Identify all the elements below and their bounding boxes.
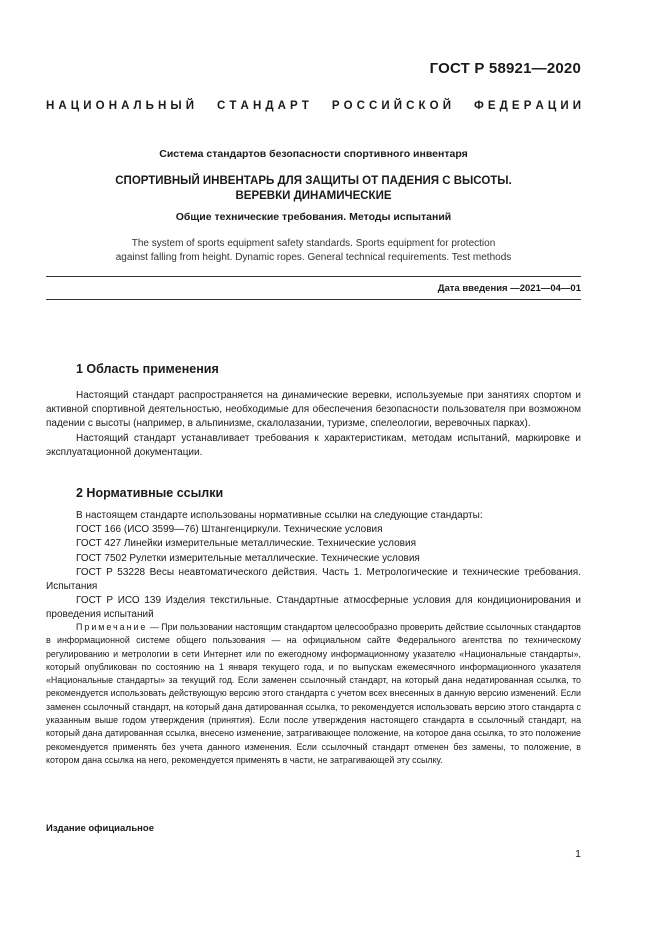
bottom-divider bbox=[46, 299, 581, 300]
page-number: 1 bbox=[575, 848, 581, 860]
document-title-line1: СПОРТИВНЫЙ ИНВЕНТАРЬ ДЛЯ ЗАЩИТЫ ОТ ПАДЕНИЯ С ВЫСОТЫ. bbox=[115, 175, 512, 187]
top-divider bbox=[46, 276, 581, 277]
document-title bbox=[46, 174, 581, 204]
section1-body bbox=[46, 389, 581, 460]
section2-heading: 2 Нормативные ссылки bbox=[76, 486, 224, 500]
references-intro: В настоящем стандарте использованы нормативные ссылки на следующие стандарты: bbox=[76, 510, 483, 521]
reference-item: ГОСТ Р 53228 Весы неавтоматического действия. Часть 1. Метрологические и технические требования. Испытания bbox=[46, 566, 581, 593]
english-title-line1: The system of sports equipment safety standards. Sports equipment for protection bbox=[131, 238, 496, 249]
note-label: Примечание bbox=[76, 622, 148, 632]
english-title-line2: against falling from height. Dynamic ropes. General technical requirements. Test methods bbox=[115, 252, 512, 263]
normative-references bbox=[46, 509, 581, 623]
english-title bbox=[46, 237, 581, 265]
reference-item: ГОСТ 7502 Рулетки измерительные металлические. Технические условия bbox=[76, 552, 420, 564]
section1-paragraph: Настоящий стандарт устанавливает требования к характеристикам, методам испытаний, маркировке и эксплуатационной документации. bbox=[46, 432, 581, 458]
reference-item: ГОСТ Р ИСО 139 Изделия текстильные. Стандартные атмосферные условия для кондиционирования и проведения испытаний bbox=[46, 595, 581, 621]
introduction-date: Дата введения —2021—04—01 bbox=[437, 283, 581, 294]
section1-heading: 1 Область применения bbox=[76, 362, 219, 376]
national-standard-banner: Н А Ц И О Н А Л Ь Н Ы Й С Т А Н Д А Р Т Р О С С И Й С К О Й Ф Е Д Е Р А Ц И И bbox=[46, 100, 581, 112]
section1-paragraph: Настоящий стандарт распространяется на динамические веревки, используемые при занятиях спортом и активной спортивной деятельностью, необходимые для обеспечения безопасности пользователя при возможном падении с высоты (например, в альпинизме, скалолазании, туризме, спелеологии, веревочных парках). bbox=[46, 390, 581, 430]
document-id: ГОСТ Р 58921—2020 bbox=[429, 60, 581, 77]
reference-item: ГОСТ 427 Линейки измерительные металлические. Технические условия bbox=[76, 538, 416, 550]
note-text: — При пользовании настоящим стандартом целесообразно проверить действие ссылочных стандартов в информационной системе общего пользования — на официальном сайте Федерального агентства по техническому регулированию и метрологии в сети Интернет или по ежегодному информационному указателю «Национальные стандарты», который опубликован по состоянию на 1 января текущего года, и по выпускам ежемесячного информационного указателя «Национальные стандарты» за текущий год. Если заменен ссылочный стандарт, на который дана недатированная ссылка, то рекомендуется использовать действующую версию этого стандарта с учетом всех внесенных в данную версию изменений. Если заменен ссылочный стандарт, на который дана датированная ссылка, то рекомендуется использовать версию этого стандарта с указанным выше годом утверждения (принятия). Если после утверждения настоящего стандарта в ссылочный стандарт, на который дана датированная ссылка, внесено изменение, затрагивающее положение, на которое дана ссылка, то это положение рекомендуется применять без учета данного изменения. Если ссылочный стандарт отменен без замены, то положение, в котором дана ссылка на него, рекомендуется применять в части, не затрагивающей эту ссылку. bbox=[46, 622, 581, 765]
reference-item: ГОСТ 166 (ИСО 3599—76) Штангенциркули. Технические условия bbox=[76, 524, 383, 536]
note-block bbox=[46, 621, 581, 767]
document-title-line2: ВЕРЕВКИ ДИНАМИЧЕСКИЕ bbox=[235, 190, 392, 202]
document-subtitle: Общие технические требования. Методы испытаний bbox=[175, 211, 452, 223]
official-edition-label: Издание официальное bbox=[46, 823, 154, 834]
standard-series: Система стандартов безопасности спортивного инвентаря bbox=[159, 148, 468, 160]
